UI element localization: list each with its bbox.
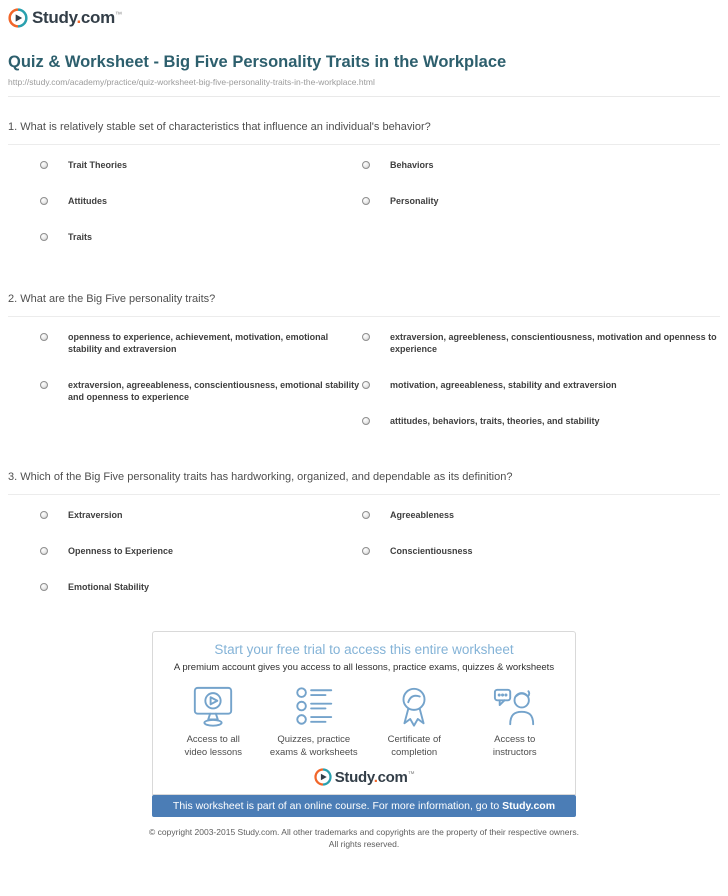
- course-banner: [152, 795, 576, 817]
- answer-option[interactable]: [40, 581, 362, 593]
- radio-button[interactable]: [362, 417, 370, 425]
- radio-button[interactable]: [362, 547, 370, 555]
- radio-button[interactable]: [40, 381, 48, 389]
- copyright-footer: [8, 826, 720, 850]
- option-label: extraversion, agreebleness, conscientiousness, motivation and openness to experience: [390, 332, 717, 354]
- option-label: extraversion, agreeableness, conscientiousness, emotional stability and openness to experience: [68, 380, 360, 402]
- answer-option[interactable]: [40, 231, 362, 243]
- certificate-icon: [391, 685, 437, 729]
- radio-button[interactable]: [362, 197, 370, 205]
- question-divider: [8, 316, 720, 317]
- radio-button[interactable]: [362, 381, 370, 389]
- question-1: [8, 119, 720, 267]
- promo-heading: Start your free trial to access this entire worksheet: [214, 642, 514, 657]
- page-title: Quiz & Worksheet - Big Five Personality Traits in the Workplace: [8, 53, 507, 71]
- question-2: [8, 291, 720, 451]
- page-url: http://study.com/academy/practice/quiz-worksheet-big-five-personality-traits-in-the-workplace.html: [8, 77, 375, 87]
- answer-option[interactable]: [40, 545, 362, 557]
- radio-button[interactable]: [362, 161, 370, 169]
- option-label: Agreeableness: [390, 510, 455, 520]
- option-label: Emotional Stability: [68, 582, 150, 592]
- instructors-icon: [492, 685, 538, 729]
- radio-button[interactable]: [362, 333, 370, 341]
- radio-button[interactable]: [40, 161, 48, 169]
- feature-instructors: [465, 685, 566, 759]
- answer-option[interactable]: [40, 159, 362, 171]
- feature-list: [163, 685, 565, 759]
- option-label: attitudes, behaviors, traits, theories, and stability: [390, 416, 600, 426]
- options-column-right: [362, 331, 720, 451]
- answer-option[interactable]: [40, 379, 362, 403]
- radio-button[interactable]: [40, 547, 48, 555]
- answer-option[interactable]: [40, 509, 362, 521]
- free-trial-promo: [152, 631, 576, 795]
- question-3: [8, 469, 720, 617]
- answer-option[interactable]: [362, 509, 720, 521]
- play-icon: [314, 768, 332, 786]
- copyright-line-2: All rights reserved.: [328, 839, 400, 849]
- options-column-right: [362, 159, 720, 267]
- radio-button[interactable]: [40, 511, 48, 519]
- answer-option[interactable]: [362, 545, 720, 557]
- answer-option[interactable]: [362, 415, 720, 427]
- answer-option[interactable]: [362, 331, 720, 355]
- radio-button[interactable]: [40, 233, 48, 241]
- options-column-left: [40, 509, 362, 617]
- radio-button[interactable]: [40, 333, 48, 341]
- option-label: Traits: [68, 232, 93, 242]
- play-icon: [8, 8, 28, 28]
- radio-button[interactable]: [40, 197, 48, 205]
- question-divider: [8, 494, 720, 495]
- options-column-left: [40, 159, 362, 267]
- option-label: Trait Theories: [68, 160, 128, 170]
- answer-options: [8, 159, 720, 267]
- option-label: Extraversion: [68, 510, 123, 520]
- answer-option[interactable]: [362, 195, 720, 207]
- header-divider: [8, 96, 720, 97]
- feature-label: Quizzes, practice exams & worksheets: [269, 734, 358, 758]
- option-label: Conscientiousness: [390, 546, 473, 556]
- option-label: Personality: [390, 196, 439, 206]
- studycom-logo[interactable]: [8, 8, 122, 28]
- feature-video-lessons: [163, 685, 264, 759]
- answer-option[interactable]: [40, 331, 362, 355]
- option-label: openness to experience, achievement, motivation, emotional stability and extraversion: [68, 332, 329, 354]
- radio-button[interactable]: [40, 583, 48, 591]
- video-monitor-icon: [190, 685, 236, 729]
- option-label: Openness to Experience: [68, 546, 174, 556]
- feature-label: Certificate of completion: [387, 734, 441, 758]
- promo-subheading: A premium account gives you access to all lessons, practice exams, quizzes & worksheets: [173, 662, 555, 673]
- quiz-list-icon: [291, 685, 337, 729]
- question-divider: [8, 144, 720, 145]
- studycom-link[interactable]: Study.com: [502, 800, 556, 812]
- copyright-line-1: © copyright 2003-2015 Study.com. All other trademarks and copyrights are the property of their respective owners.: [149, 827, 579, 837]
- option-label: Behaviors: [390, 160, 434, 170]
- worksheet-page: [0, 8, 728, 850]
- feature-quizzes: [264, 685, 365, 759]
- options-column-left: [40, 331, 362, 451]
- answer-options: [8, 331, 720, 451]
- feature-label: Access to instructors: [492, 734, 537, 758]
- answer-option[interactable]: [362, 379, 720, 391]
- options-column-right: [362, 509, 720, 617]
- banner-text: This worksheet is part of an online course. For more information, go to: [172, 800, 500, 812]
- answer-option[interactable]: [362, 159, 720, 171]
- option-label: Attitudes: [68, 196, 107, 206]
- feature-certificate: [364, 685, 465, 759]
- logo-wordmark: Study.com™: [32, 8, 122, 27]
- answer-option[interactable]: [40, 195, 362, 207]
- logo-wordmark: Study.com™: [334, 768, 415, 786]
- option-label: motivation, agreeableness, stability and extraversion: [390, 380, 617, 390]
- question-text: 3. Which of the Big Five personality traits has hardworking, organized, and dependable as its definition?: [8, 471, 513, 483]
- radio-button[interactable]: [362, 511, 370, 519]
- answer-options: [8, 509, 720, 617]
- studycom-logo-small: [163, 768, 565, 786]
- question-text: 2. What are the Big Five personality traits?: [8, 293, 216, 305]
- question-text: 1. What is relatively stable set of characteristics that influence an individual's behavior?: [8, 121, 431, 133]
- feature-label: Access to all video lessons: [184, 734, 243, 758]
